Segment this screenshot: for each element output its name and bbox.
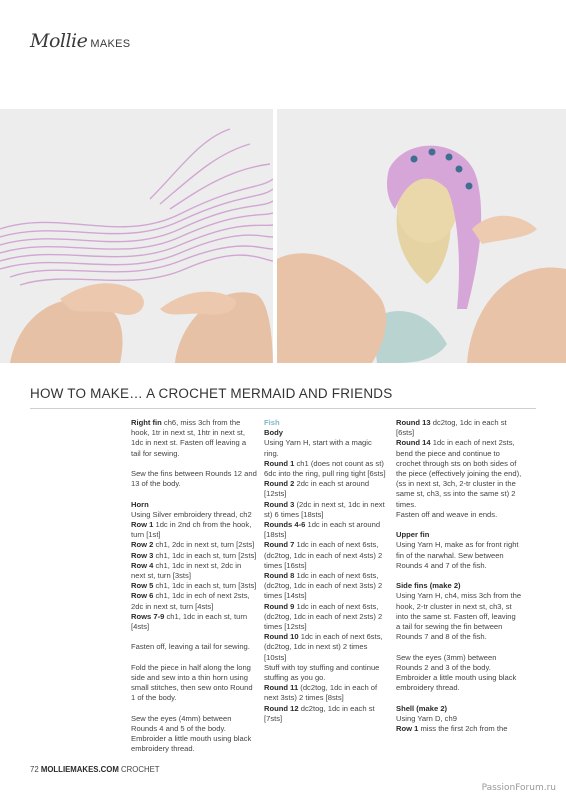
instruction-label: Row 6 bbox=[131, 591, 154, 601]
instruction-label: Round 7 bbox=[264, 540, 295, 550]
instruction-text: ch1, 2dc in next st, turn [2sts] bbox=[153, 540, 255, 550]
instruction-text: 1dc in 2nd ch from the hook, turn [1st] bbox=[131, 520, 252, 540]
instruction-text: ch1, 1dc in each st, turn [4sts] bbox=[131, 611, 248, 632]
instruction-text: Using Yarn H, make as for front right fin of the narwhal. Sew between Rounds 4 and 7 of the fish. bbox=[396, 540, 519, 570]
instruction-text: ch1, 1dc in each st, turn [2sts] bbox=[153, 550, 257, 560]
instruction-text: Using Yarn H, start with a magic ring. bbox=[264, 438, 372, 458]
pattern-instruction bbox=[131, 510, 257, 520]
pattern-instruction bbox=[396, 438, 522, 509]
pattern-instruction bbox=[396, 724, 522, 734]
section-heading: HOW TO MAKE… A CROCHET MERMAID AND FRIENDS bbox=[30, 386, 393, 401]
instruction-label: Round 14 bbox=[396, 438, 431, 448]
pattern-instruction bbox=[131, 663, 257, 704]
instruction-text: Sew the fins between Rounds 12 and 13 of the body. bbox=[131, 469, 257, 489]
page-number: 72 bbox=[30, 765, 39, 774]
instruction-text: Fasten off and weave in ends. bbox=[396, 509, 498, 519]
mermaid-doll-illustration bbox=[277, 109, 566, 363]
pattern-instruction bbox=[396, 591, 522, 642]
subheading-fish: Fish bbox=[264, 418, 280, 427]
pattern-instruction bbox=[396, 510, 522, 520]
instruction-text: ch1, 1dc in next st, 2dc in next st, turn [3sts] bbox=[131, 560, 242, 581]
instruction-text: 2dc in each st around [12sts] bbox=[264, 479, 370, 499]
pattern-instruction bbox=[396, 418, 522, 438]
instruction-text: Sew the eyes (4mm) between Rounds 4 and 5 of the body. Embroider a little mouth using black embroidery thread. bbox=[131, 713, 252, 754]
instruction-label: Right fin bbox=[131, 418, 162, 427]
pattern-instruction bbox=[131, 714, 257, 755]
instruction-text: ch1, 1dc in ech of next 2sts, 2dc in next st, turn [4sts] bbox=[131, 591, 250, 611]
footer-section: CROCHET bbox=[121, 765, 160, 774]
pattern-instruction bbox=[396, 653, 522, 694]
instruction-text: Stuff with toy stuffing and continue stuffing as you go. bbox=[264, 662, 380, 683]
magazine-logo bbox=[30, 30, 130, 52]
instruction-text: ch6, miss 3ch from the hook, 1tr in next st, 1htr in next st, 1dc in next st. Fasten off leaving a tail for sewing. bbox=[131, 418, 247, 458]
subheading: Upper fin bbox=[396, 530, 430, 540]
pattern-instruction bbox=[264, 683, 388, 703]
pattern-instruction bbox=[396, 540, 522, 571]
instruction-text: 1dc in each of next 6sts, (dc2tog, 1dc in each of next 2sts) 2 times [12sts] bbox=[264, 601, 383, 632]
instruction-text: Using Yarn D, ch9 bbox=[396, 713, 457, 723]
instruction-text: Fasten off, leaving a tail for sewing. bbox=[131, 642, 250, 652]
instruction-text: (dc2tog, 1dc in each of next 3sts) 2 times [8sts] bbox=[264, 683, 378, 703]
footer-site: MOLLIEMAKES.COM bbox=[40, 765, 119, 774]
instruction-label: Rounds 4-6 bbox=[264, 520, 306, 530]
pattern-instruction bbox=[264, 571, 388, 602]
instruction-label: Rows 7-9 bbox=[131, 611, 165, 621]
pattern-instruction bbox=[264, 520, 388, 540]
subheading: Body bbox=[264, 428, 283, 438]
instruction-label: Row 5 bbox=[131, 581, 154, 591]
pattern-instruction bbox=[131, 418, 257, 459]
instruction-text: 1dc in each of next 2sts, bend the piece and continue to crochet through sts on both sides of the piece (effectively joining the end), (ss in next st, 3ch, 2-tr cluster in the same st, ch3, ss into the same st) 2 times. bbox=[396, 438, 522, 509]
pattern-instruction bbox=[131, 551, 257, 561]
instruction-label: Round 2 bbox=[264, 479, 295, 489]
logo-script: Mollie bbox=[30, 30, 88, 52]
instruction-text: 1dc in each of next 6sts, (dc2tog, 1dc in next st) 2 times [10sts] bbox=[264, 632, 383, 662]
logo-caps: MAKES bbox=[90, 38, 131, 50]
instruction-label: Row 1 bbox=[131, 520, 154, 529]
instruction-label: Row 2 bbox=[131, 540, 154, 550]
instruction-text: miss the first 2ch from the bbox=[418, 724, 508, 734]
heading-rule bbox=[30, 408, 536, 409]
instruction-label: Round 8 bbox=[264, 571, 295, 581]
instruction-label: Round 12 bbox=[264, 703, 299, 713]
subheading: Horn bbox=[131, 499, 149, 509]
pattern-instruction bbox=[264, 663, 388, 683]
yarn-hands-illustration bbox=[0, 109, 273, 363]
pattern-instruction bbox=[131, 581, 257, 591]
instruction-text: dc2tog, 1dc in each st [7sts] bbox=[264, 703, 375, 723]
instruction-text: Sew the eyes (3mm) between Rounds 2 and 3 of the body. Embroider a little mouth using black embroidery thread. bbox=[396, 652, 517, 693]
instruction-text: 1dc in each of next 6sts, (dc2tog, 1dc in each of next 4sts) 2 times [16sts] bbox=[264, 540, 383, 570]
instruction-text: 1dc in each st around [18sts] bbox=[264, 520, 381, 540]
instruction-text: Fold the piece in half along the long side and sew into a thin horn using small stitches, then sew onto Round 1 of the body. bbox=[131, 662, 253, 703]
instruction-label: Round 10 bbox=[264, 632, 299, 642]
instruction-label: Row 4 bbox=[131, 560, 154, 570]
instruction-text: (2dc in next st, 1dc in next st) 6 times [18sts] bbox=[264, 499, 385, 519]
instruction-label: Row 1 bbox=[396, 724, 419, 734]
instruction-text: ch1, 1dc in each st, turn [3sts] bbox=[153, 581, 257, 591]
pattern-instruction bbox=[131, 591, 257, 611]
pattern-instruction bbox=[131, 520, 257, 540]
pattern-column-1 bbox=[131, 418, 257, 765]
instruction-label: Round 9 bbox=[264, 601, 295, 611]
pattern-instruction bbox=[131, 561, 257, 581]
pattern-instruction bbox=[131, 540, 257, 550]
pattern-instruction bbox=[396, 714, 522, 724]
instruction-label: Round 3 bbox=[264, 499, 295, 509]
pattern-instruction bbox=[264, 632, 388, 663]
page-footer bbox=[30, 765, 160, 774]
pattern-instruction bbox=[264, 540, 388, 571]
photo-mermaid-doll bbox=[277, 109, 566, 363]
instruction-text: 1dc in each of next 6sts, (dc2tog, 1dc in each of next 3sts) 2 times [14sts] bbox=[264, 571, 383, 601]
pattern-instruction bbox=[264, 704, 388, 724]
instruction-text: ch1 (does not count as st) 6dc into the ring, pull ring tight [6sts] bbox=[264, 458, 386, 479]
photo-hands-pink-yarn bbox=[0, 109, 273, 363]
instruction-text: dc2tog, 1dc in each st [6sts] bbox=[396, 418, 507, 438]
pattern-instruction bbox=[131, 642, 257, 652]
instruction-label: Row 3 bbox=[131, 550, 154, 560]
instruction-text: Using Silver embroidery thread, ch2 bbox=[131, 509, 252, 519]
pattern-instruction bbox=[264, 479, 388, 499]
instruction-label: Round 13 bbox=[396, 418, 431, 427]
pattern-instruction bbox=[264, 500, 388, 520]
subheading: Side fins (make 2) bbox=[396, 581, 461, 591]
pattern-instruction bbox=[131, 469, 257, 489]
pattern-instruction bbox=[264, 602, 388, 633]
pattern-instruction bbox=[264, 459, 388, 479]
instruction-text: Using Yarn H, ch4, miss 3ch from the hook, 2-tr cluster in next st, ch3, st into the same st. Fasten off, leaving a tail for sewing the fin between Rounds 7 and 8 of the fish. bbox=[396, 591, 522, 642]
instruction-label: Round 1 bbox=[264, 458, 295, 468]
pattern-column-2 bbox=[264, 418, 388, 734]
pattern-instruction bbox=[264, 438, 388, 458]
pattern-instruction bbox=[131, 612, 257, 632]
instruction-label: Round 11 bbox=[264, 683, 299, 693]
pattern-column-3 bbox=[396, 418, 522, 744]
watermark: PassionForum.ru bbox=[481, 783, 556, 793]
subheading: Shell (make 2) bbox=[396, 703, 448, 713]
